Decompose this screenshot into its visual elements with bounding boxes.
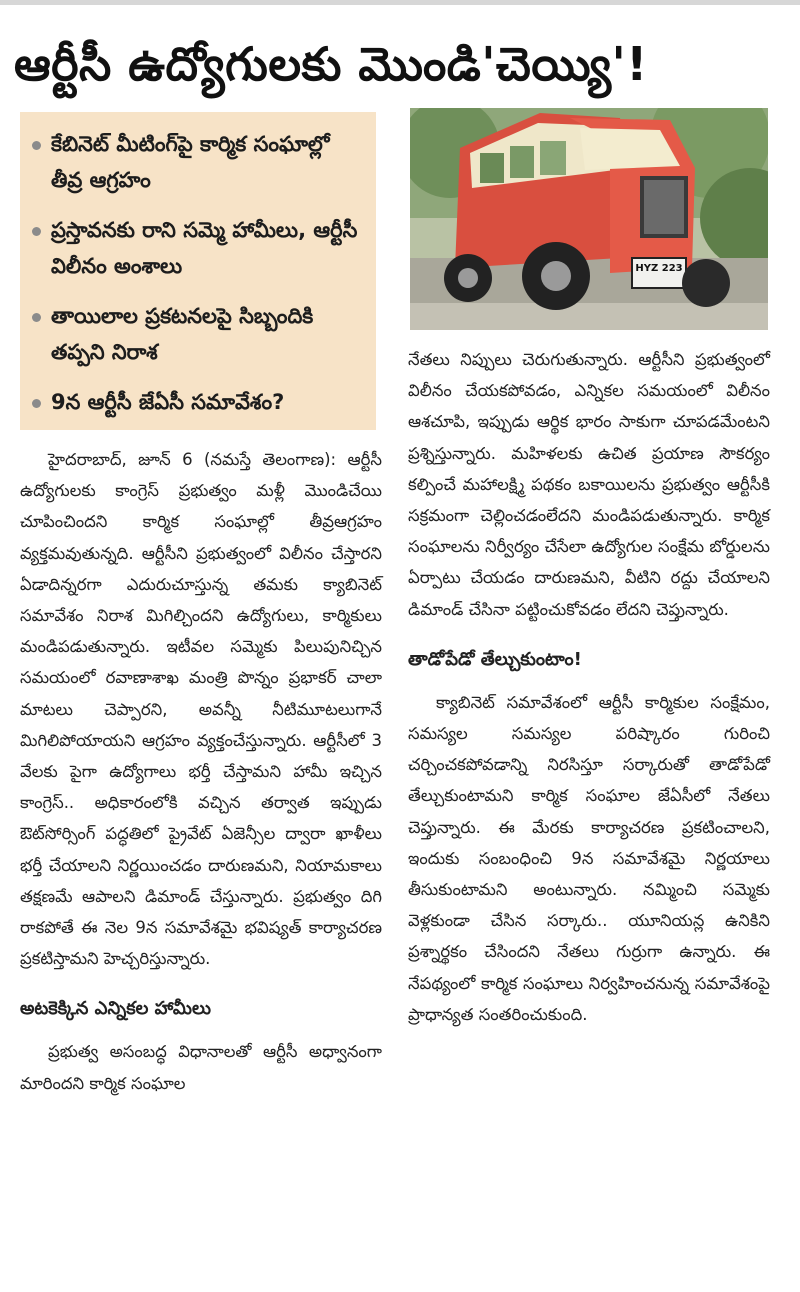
bullet-icon: [32, 399, 41, 408]
highlight-text: 9న ఆర్టీసీ జేఏసీ సమావేశం?: [51, 390, 285, 414]
headline: ఆర్టీసీ ఉద్యోగులకు మొండి'చెయ్యి'!: [14, 37, 648, 91]
highlight-text: తాయిలాల ప్రకటనలపై సిబ్బందికి తప్పని నిరాశ: [51, 304, 314, 364]
bullet-icon: [32, 313, 41, 322]
plate-text: HYZ 223: [635, 263, 683, 274]
section-subhead: తాడోపేడో తేల్చుకుంటాం!: [408, 648, 582, 670]
section-subhead: అటకెక్కిన ఎన్నికల హామీలు: [20, 998, 211, 1020]
article-column-right: [408, 344, 770, 1030]
top-rule: [0, 0, 800, 5]
highlight-text: కేబినెట్ మీటింగ్‌పై కార్మిక సంఘాల్లో తీవ్ర ఆగ్రహం: [51, 132, 330, 192]
highlight-item: [32, 212, 368, 284]
highlight-text: ప్రస్తావనకు రాని సమ్మె హామీలు, ఆర్టీసీ విలీనం అంశాలు: [51, 218, 358, 278]
article-paragraph: క్యాబినెట్ సమావేశంలో ఆర్టీసీ కార్మికుల సంక్షేమం, సమస్యల సమస్యల పరిష్కారం గురించి చర్చించకపోవడాన్ని నిరసిస్తూ సర్కారుతో తాడోపేడో తేల్చుకుంటామని కార్మిక సంఘాల జేఏసీలో నేతలు చెప్తున్నారు. ఈ మేరకు కార్యాచరణ ప్రకటించాలని, ఇందుకు సంబంధించి 9న సమావేశమై నిర్ణయాలు తీసుకుంటామని అంటున్నారు. నమ్మించి సమ్మెకు వెళ్లకుండా చేసిన సర్కారు.. యూనియన్ల ఉనికిని ప్రశ్నార్థకం చేసిందని నేతలు గుర్రుగా ఉన్నారు. ఈ నేపథ్యంలో కార్మిక సంఘాలు నిర్వహించనున్న సమావేశంపై ప్రాధాన్యత సంతరించుకుంది.: [408, 692, 770, 1024]
highlights-box: [20, 112, 376, 430]
highlight-item: [32, 126, 368, 198]
bullet-icon: [32, 141, 41, 150]
article-column-left: [20, 444, 382, 1099]
article-paragraph: హైదరాబాద్, జూన్ 6 (నమస్తే తెలంగాణ): ఆర్టీసీ ఉద్యోగులకు కాంగ్రెస్ ప్రభుత్వం మళ్లీ మొండిచేయి చూపించిందని కార్మిక సంఘాల్లో తీవ్రఆగ్రహం వ్యక్తమవుతున్నది. ఆర్టీసీని ప్రభుత్వంలో విలీనం చేస్తారని ఏడాదిన్నరగా ఎదురుచూస్తున్న తమకు క్యాబినెట్ సమావేశం నిరాశ మిగిల్చిందని ఉద్యోగులు, కార్మికులు మండిపడుతున్నారు. ఇటీవల సమ్మెకు పిలుపునిచ్చిన సమయంలో రవాణాశాఖ మంత్రి పొన్నం ప్రభాకర్ చాలా మాటలు చెప్పారని, అవన్నీ నీటిమూటలుగానే మిగిలిపోయాయని ఆగ్రహం వ్యక్తంచేస్తున్నారు. ఆర్టీసీలో 3 వేలకు పైగా ఉద్యోగాలు భర్తీ చేస్తామని హామీ ఇచ్చిన కాంగ్రెస్.. అధికారంలోకి వచ్చిన తర్వాత ఇప్పుడు ఔట్‌సోర్సింగ్ పద్ధతిలో ప్రైవేట్ ఏజెన్సీల ద్వారా ఖాళీలు భర్తీ చేయాలని నిర్ణయించడం దారుణమని, నియామకాలు తక్షణమే ఆపాలని డిమాండ్ చేస్తున్నారు. ప్రభుత్వం దిగి రాకపోతే ఈ నెల 9న సమావేశమై భవిష్యత్ కార్యాచరణ ప్రకటిస్తామని హెచ్చరిస్తున్నారు.: [20, 450, 382, 969]
article-paragraph: నేతలు నిప్పులు చెరుగుతున్నారు. ఆర్టీసీని ప్రభుత్వంలో విలీనం చేయకపోవడం, ఎన్నికల సమయంలో విలీనం ఆశచూపి, ఇప్పుడు ఆర్థిక భారం సాకుగా చూపడమేంటని ప్రశ్నిస్తున్నారు. మహిళలకు ఉచిత ప్రయాణ సౌకర్యం కల్పించే మహాలక్ష్మి పథకం బకాయిలను ప్రభుత్వం ఆర్టీసీకి సక్రమంగా చెల్లించడంలేదని మండిపడుతున్నారు. కార్మిక సంఘాలను నిర్వీర్యం చేసేలా ఉద్యోగుల సంక్షేమ బోర్డులను ఏర్పాటు చేయడం దారుణమని, వీటిని రద్దు చేయాలని డిమాండ్ చేసినా పట్టించుకోవడం లేదని చెప్తున్నారు.: [408, 350, 770, 619]
highlight-item: [32, 384, 368, 420]
bus-photo: [410, 108, 768, 330]
highlight-item: [32, 298, 368, 370]
bullet-icon: [32, 227, 41, 236]
article-paragraph: ప్రభుత్వ అసంబద్ధ విధానాలతో ఆర్టీసీ అధ్వానంగా మారిందని కార్మిక సంఘాల: [20, 1042, 382, 1093]
